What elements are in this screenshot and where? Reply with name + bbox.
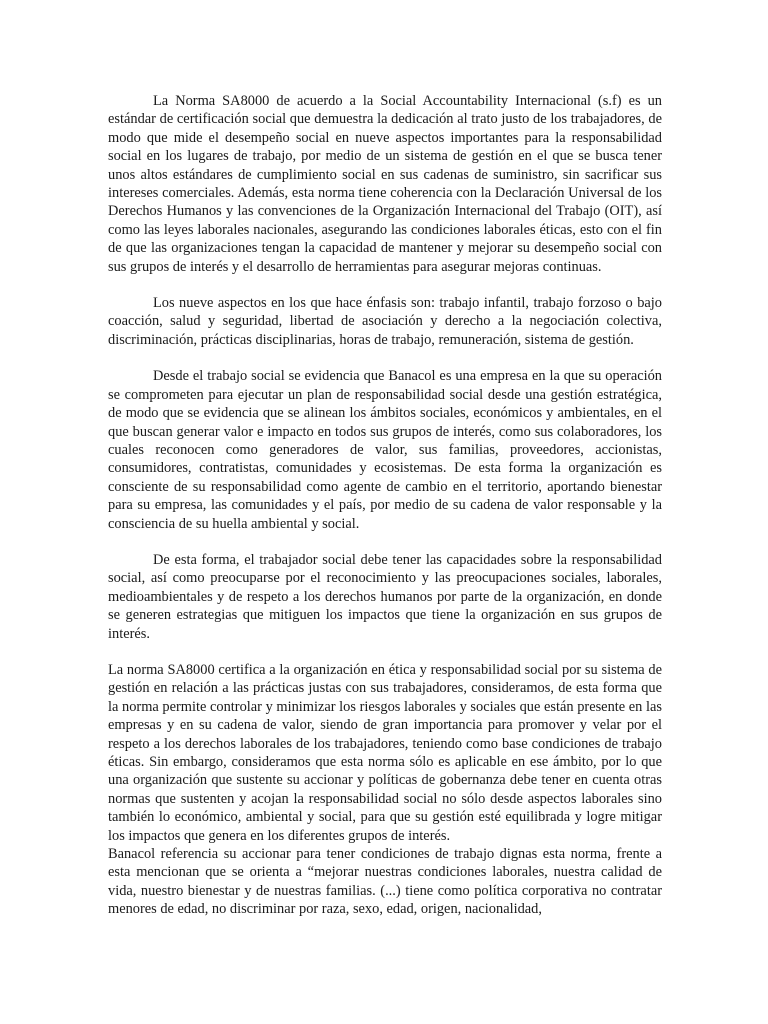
paragraph-social-worker: De esta forma, el trabajador social debe tener las capacidades sobre la responsabilidad social, así como preocuparse por el reconocimiento y las preocupaciones sociales, laborales, medioambientales y de respeto a los derechos humanos por parte de la organización, en donde se generen estrategias que mitiguen los impactos que tiene la organización en sus grupos de interés. — [108, 551, 662, 642]
paragraph-banacol-reference: Banacol referencia su accionar para tener condiciones de trabajo dignas esta norma, frente a esta mencionan que se orienta a “mejorar nuestras condiciones laborales, nuestra calidad de vida, nuestro bienestar y de nuestras familias. (...) tiene como política corporativa no contratar menores de edad, no discriminar por raza, sexo, edad, origen, nacionalidad, — [108, 846, 662, 918]
paragraph-sa8000-definition: La Norma SA8000 de acuerdo a la Social Accountability Internacional (s.f) es un estándar de certificación social que demuestra la dedicación al trato justo de los trabajadores, de modo que mide el desempeño social en nueve aspectos importantes para la responsabilidad social en los lugares de trabajo, por medio de un sistema de gestión en el que se busca tener unos altos estándares de cumplimiento social en sus cadenas de suministro, sin sacrificar sus intereses comerciales. Además, esta norma tiene coherencia con la Declaración Universal de los Derechos Humanos y las convenciones de la Organización Internacional del Trabajo (OIT), así como las leyes laborales nacionales, asegurando las condiciones laborales éticas, esto con el fin de que las organizaciones tengan la capacidad de mantener y mejorar su desempeño social con sus grupos de interés y el desarrollo de herramientas para asegurar mejoras continuas. — [108, 93, 662, 275]
paragraph-banacol-social-work: Desde el trabajo social se evidencia que Banacol es una empresa en la que su operación se comprometen para ejecutar un plan de responsabilidad social desde una gestión estratégica, de modo que se evidencia que se alinean los ámbitos sociales, económicos y ambientales, en el que buscan generar valor e impacto en todos sus grupos de interés, como sus colaboradores, los cuales reconocen como generadores de valor, sus familias, proveedores, accionistas, consumidores, contratistas, comunidades y ecosistemas. De esta forma la organización es consciente de su responsabilidad como agente de cambio en el territorio, aportando bienestar para su empresa, las comunidades y el país, por medio de su cadena de valor responsable y la consciencia de su huella ambiental y social. — [108, 368, 662, 532]
paragraph-nine-aspects: Los nueve aspectos en los que hace énfasis son: trabajo infantil, trabajo forzoso o bajo coacción, salud y seguridad, libertad de asociación y derecho a la negociación colectiva, discriminación, prácticas disciplinarias, horas de trabajo, remuneración, sistema de gestión. — [108, 295, 662, 348]
paragraph-sa8000-certification: La norma SA8000 certifica a la organización en ética y responsabilidad social por su sistema de gestión en relación a las prácticas justas con sus trabajadores, consideramos, de esta forma que la norma permite controlar y minimizar los riesgos laborales y sociales que están presente en las empresas y en su cadena de valor, siendo de gran importancia para promover y velar por el respeto a los derechos laborales de los trabajadores, teniendo como base condiciones de trabajo éticas. Sin embargo, consideramos que esta norma sólo es aplicable en ese ámbito, por lo que una organización que sustente su accionar y políticas de gobernanza debe tener en cuenta otras normas que sustenten y acojan la responsabilidad social no sólo desde aspectos laborales sino también lo económico, ambiental y social, para que su gestión esté equilibrada y logre mitigar los impactos que genera en los diferentes grupos de interés. — [108, 661, 662, 844]
